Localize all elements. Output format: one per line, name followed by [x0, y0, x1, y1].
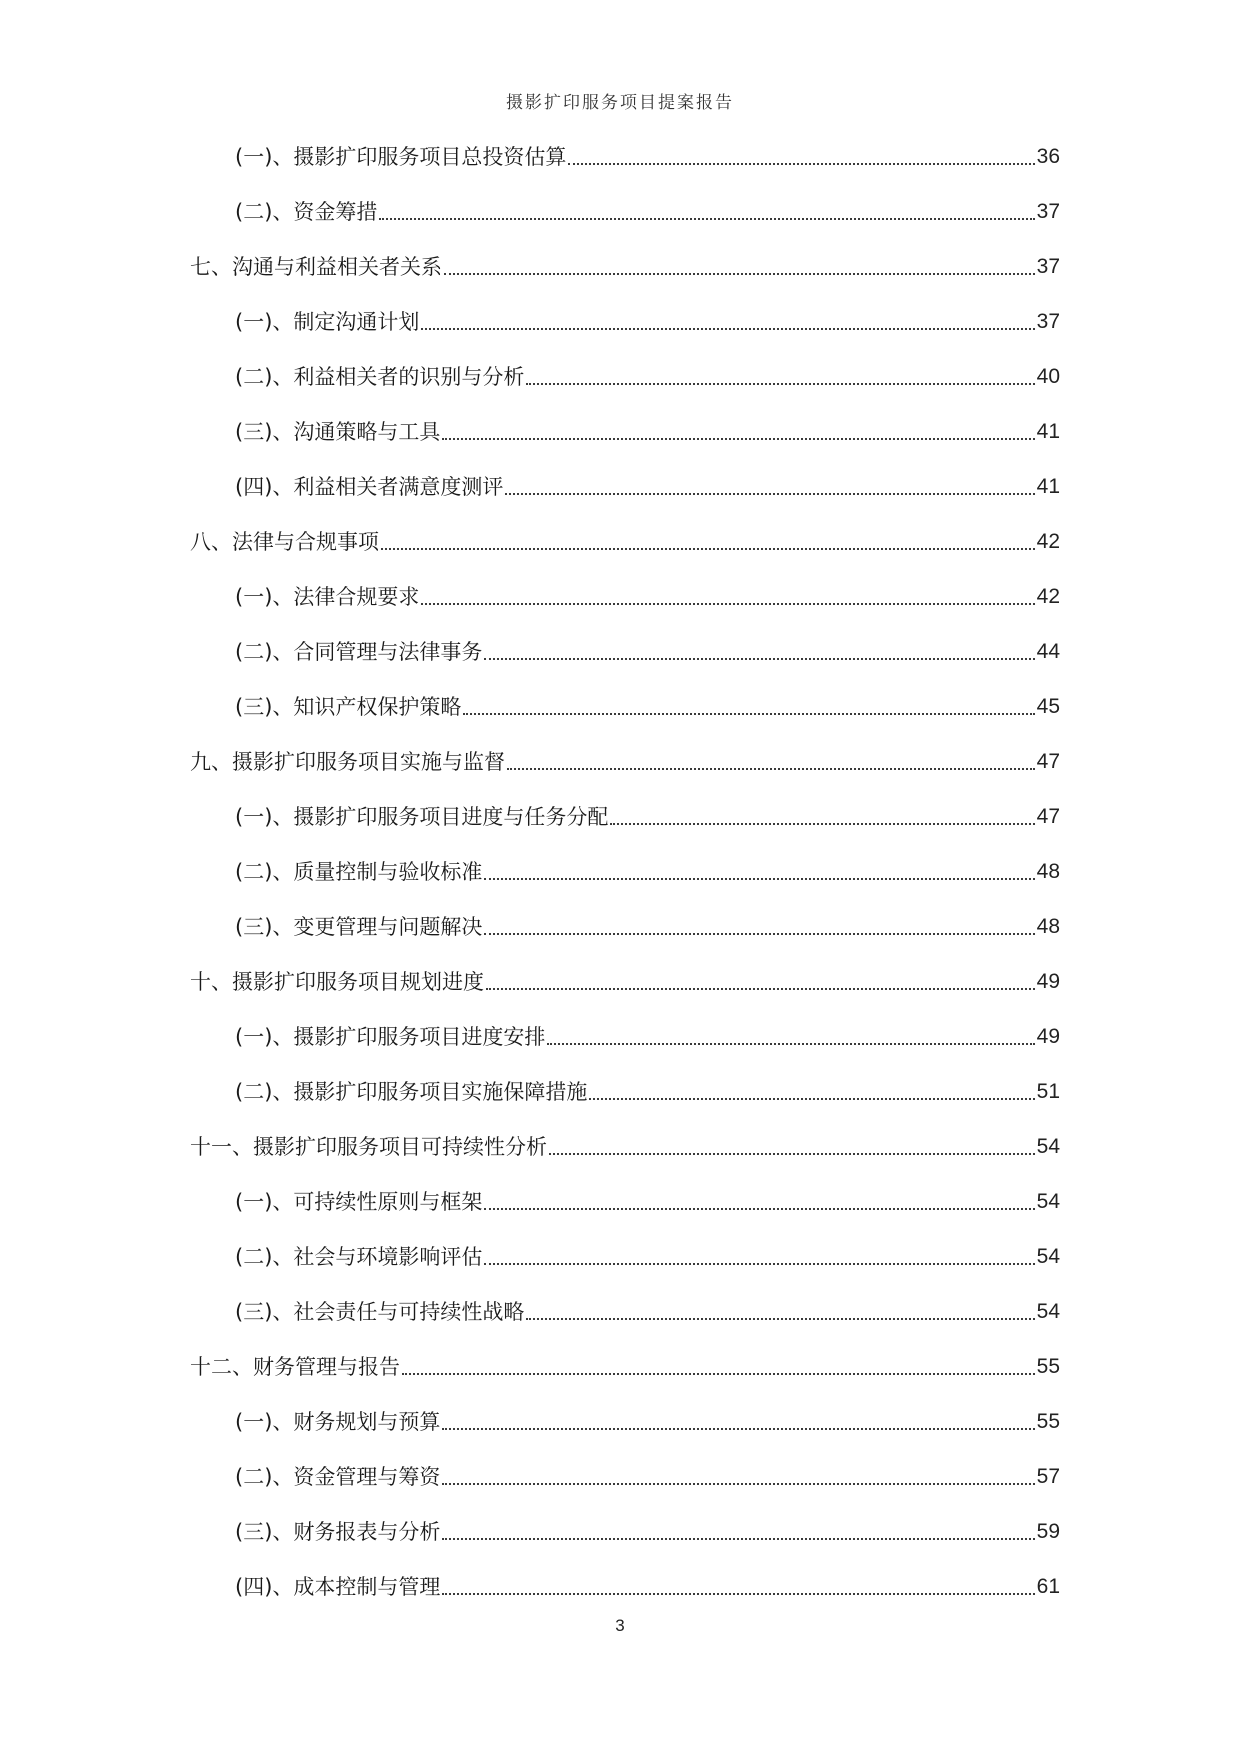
toc-entry-page: 36: [1036, 145, 1060, 168]
toc-entry-page: 57: [1036, 1465, 1060, 1488]
toc-entry-label: (三)、变更管理与问题解决: [235, 915, 483, 939]
dot-leader: [505, 493, 1034, 495]
toc-entry-page: 55: [1036, 1355, 1060, 1378]
toc-entry[interactable]: [190, 1350, 1060, 1384]
toc-entry-label: (一)、财务规划与预算: [235, 1410, 441, 1434]
toc-entry[interactable]: [235, 1405, 1060, 1439]
toc-entry-label: (三)、财务报表与分析: [235, 1520, 441, 1544]
dot-leader: [589, 1098, 1034, 1100]
toc-entry-label: (一)、摄影扩印服务项目总投资估算: [235, 145, 567, 169]
toc-entry-label: 九、摄影扩印服务项目实施与监督: [190, 750, 505, 774]
toc-entry-label: (二)、摄影扩印服务项目实施保障措施: [235, 1080, 588, 1104]
toc-entry-label: (一)、制定沟通计划: [235, 310, 420, 334]
toc-entry[interactable]: [235, 1570, 1060, 1604]
toc-entry-label: (四)、成本控制与管理: [235, 1575, 441, 1599]
toc-entry-page: 48: [1036, 915, 1060, 938]
dot-leader: [484, 1263, 1034, 1265]
toc-entry-label: (二)、质量控制与验收标准: [235, 860, 483, 884]
toc-entry-page: 44: [1036, 640, 1060, 663]
toc-entry-label: (二)、资金筹措: [235, 200, 378, 224]
toc-entry[interactable]: [190, 745, 1060, 779]
toc-entry[interactable]: [190, 1130, 1060, 1164]
toc-entry-page: 37: [1036, 255, 1060, 278]
dot-leader: [421, 603, 1034, 605]
dot-leader: [442, 1483, 1034, 1485]
toc-entry-label: (一)、可持续性原则与框架: [235, 1190, 483, 1214]
toc-entry[interactable]: [235, 1515, 1060, 1549]
dot-leader: [486, 988, 1035, 990]
toc-entry[interactable]: [235, 800, 1060, 834]
toc-entry[interactable]: [235, 140, 1060, 174]
toc-entry-label: (一)、摄影扩印服务项目进度与任务分配: [235, 805, 609, 829]
toc-entry[interactable]: [235, 1460, 1060, 1494]
toc-entry-label: (二)、利益相关者的识别与分析: [235, 365, 525, 389]
toc-entry[interactable]: [190, 250, 1060, 284]
toc-entry-page: 55: [1036, 1410, 1060, 1433]
toc-entry-label: (二)、合同管理与法律事务: [235, 640, 483, 664]
toc-entry[interactable]: [235, 855, 1060, 889]
toc-entry[interactable]: [235, 690, 1060, 724]
dot-leader: [463, 713, 1034, 715]
toc-entry[interactable]: [235, 910, 1060, 944]
dot-leader: [442, 1538, 1034, 1540]
toc-entry-label: (一)、法律合规要求: [235, 585, 420, 609]
toc-entry-page: 54: [1036, 1190, 1060, 1213]
toc-entry-page: 42: [1036, 585, 1060, 608]
toc-entry[interactable]: [235, 1295, 1060, 1329]
toc-entry-label: 七、沟通与利益相关者关系: [190, 255, 442, 279]
toc-entry-page: 45: [1036, 695, 1060, 718]
dot-leader: [526, 383, 1034, 385]
toc-entry-page: 61: [1036, 1575, 1060, 1598]
toc-entry[interactable]: [235, 360, 1060, 394]
dot-leader: [484, 878, 1034, 880]
toc-entry-page: 47: [1036, 750, 1060, 773]
toc-entry[interactable]: [235, 1240, 1060, 1274]
dot-leader: [484, 658, 1034, 660]
toc-entry-page: 41: [1036, 475, 1060, 498]
page-header-title: 摄影扩印服务项目提案报告: [506, 93, 734, 113]
toc-entry-page: 54: [1036, 1135, 1060, 1158]
toc-entry-page: 41: [1036, 420, 1060, 443]
dot-leader: [526, 1318, 1034, 1320]
toc-entry-label: 十二、财务管理与报告: [190, 1355, 400, 1379]
toc-entry-page: 42: [1036, 530, 1060, 553]
toc-entry[interactable]: [235, 470, 1060, 504]
toc-entry-page: 49: [1036, 970, 1060, 993]
toc-entry-label: 十、摄影扩印服务项目规划进度: [190, 970, 484, 994]
toc-entry-label: 十一、摄影扩印服务项目可持续性分析: [190, 1135, 547, 1159]
toc-entry-page: 40: [1036, 365, 1060, 388]
toc-entry[interactable]: [235, 635, 1060, 669]
toc-entry-label: 八、法律与合规事项: [190, 530, 379, 554]
toc-entry[interactable]: [235, 305, 1060, 339]
toc-entry-label: (三)、知识产权保护策略: [235, 695, 462, 719]
dot-leader: [484, 1208, 1034, 1210]
toc-entry[interactable]: [235, 1020, 1060, 1054]
dot-leader: [568, 163, 1034, 165]
toc-entry-page: 48: [1036, 860, 1060, 883]
toc-entry-page: 54: [1036, 1300, 1060, 1323]
toc-entry-label: (一)、摄影扩印服务项目进度安排: [235, 1025, 546, 1049]
dot-leader: [442, 1428, 1034, 1430]
toc-entry-page: 37: [1036, 200, 1060, 223]
dot-leader: [442, 1593, 1034, 1595]
dot-leader: [379, 218, 1034, 220]
toc-entry[interactable]: [235, 415, 1060, 449]
toc-entry[interactable]: [235, 195, 1060, 229]
toc-entry-page: 59: [1036, 1520, 1060, 1543]
toc-entry-page: 37: [1036, 310, 1060, 333]
toc-entry[interactable]: [235, 580, 1060, 614]
toc-entry-page: 51: [1036, 1080, 1060, 1103]
dot-leader: [444, 273, 1035, 275]
dot-leader: [381, 548, 1035, 550]
toc-entry-page: 47: [1036, 805, 1060, 828]
dot-leader: [610, 823, 1034, 825]
toc-entry[interactable]: [190, 965, 1060, 999]
toc-entry-label: (二)、资金管理与筹资: [235, 1465, 441, 1489]
dot-leader: [547, 1043, 1034, 1045]
dot-leader: [402, 1373, 1035, 1375]
dot-leader: [421, 328, 1034, 330]
toc-entry-label: (三)、社会责任与可持续性战略: [235, 1300, 525, 1324]
toc-entry-label: (三)、沟通策略与工具: [235, 420, 441, 444]
dot-leader: [549, 1153, 1035, 1155]
toc-entry[interactable]: [235, 1185, 1060, 1219]
dot-leader: [507, 768, 1035, 770]
page-number: 3: [615, 1616, 625, 1635]
toc-entry-label: (二)、社会与环境影响评估: [235, 1245, 483, 1269]
toc-entry-page: 54: [1036, 1245, 1060, 1268]
toc-entry[interactable]: [235, 1075, 1060, 1109]
toc-entry[interactable]: [190, 525, 1060, 559]
toc-entry-page: 49: [1036, 1025, 1060, 1048]
dot-leader: [484, 933, 1034, 935]
dot-leader: [442, 438, 1034, 440]
toc-entry-label: (四)、利益相关者满意度测评: [235, 475, 504, 499]
